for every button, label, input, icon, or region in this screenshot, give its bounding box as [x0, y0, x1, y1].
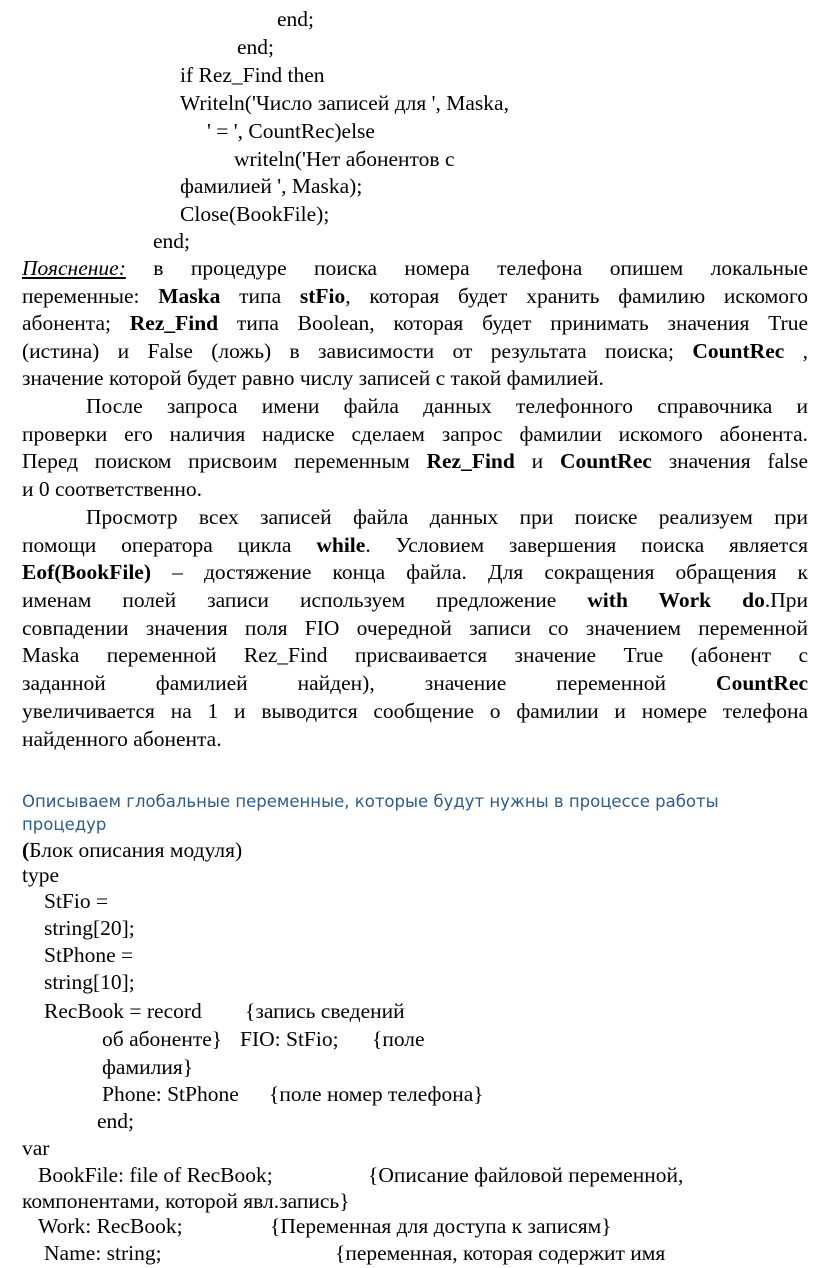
fio-comment: {поле: [372, 1027, 425, 1051]
bookfile-comment-2: компонентами, которой явл.запись}: [22, 1189, 350, 1213]
stfio-decl: StFio =: [44, 889, 109, 913]
code-line-9: end;: [153, 229, 191, 253]
code-line-4: Writeln('Число записей для ', Maska,: [180, 91, 509, 115]
name-comment: {переменная, которая содержит имя: [335, 1241, 666, 1265]
para3-line-4: именам полей записи используем предложение with Work do.При: [22, 588, 809, 612]
code-line-1: end;: [277, 7, 315, 31]
explanation-line-3: абонента; Rez_Find типа Boolean, которая будет принимать значения True: [22, 311, 809, 335]
work-comment: {Переменная для доступа к записям}: [270, 1214, 612, 1238]
code-line-5: ' = ', CountRec)else: [207, 119, 375, 143]
blue-note-line-2: процедур: [22, 815, 107, 834]
para2-line-1: После запроса имени файла данных телефонного справочника и: [86, 394, 808, 418]
bookfile-decl: BookFile: file of RecBook;: [38, 1163, 273, 1187]
explanation-line-2: переменные: Maska типа stFio, которая будет хранить фамилию искомого: [22, 284, 809, 308]
fio-field: FIO: StFio;: [240, 1027, 339, 1051]
para3-line-7: заданной фамилией найден), значение переменной CountRec: [22, 671, 809, 695]
code-line-7: фамилией ', Maska);: [180, 174, 363, 198]
phone-field: Phone: StPhone: [102, 1082, 239, 1106]
explanation-line-4: (истина) и False (ложь) в зависимости от результата поиска; CountRec ,: [22, 339, 809, 363]
code-line-3: if Rez_Find then: [180, 63, 325, 87]
para3-line-9: найденного абонента.: [22, 727, 222, 751]
type-keyword: type: [22, 863, 60, 887]
recbook-comment: {запись сведений: [245, 999, 405, 1023]
var-keyword: var: [22, 1136, 50, 1160]
code-line-8: Close(BookFile);: [180, 202, 330, 226]
code-line-6: writeln('Нет абонентов с: [234, 147, 455, 171]
para2-line-4: и 0 соответственно.: [22, 477, 203, 501]
explanation-line-5: значение которой будет равно числу записей с такой фамилией.: [22, 366, 604, 390]
work-decl: Work: RecBook;: [38, 1214, 183, 1238]
record-end: end;: [97, 1109, 135, 1133]
module-title: (Блок описания модуля): [22, 838, 243, 862]
explanation-label: Пояснение:: [22, 256, 126, 280]
para3-line-6: Maska переменной Rez_Find присваивается значение True (абонент с: [22, 643, 808, 667]
code-line-2: end;: [237, 35, 275, 59]
para3-line-5: совпадении значения поля FIO очередной записи со значением переменной: [22, 616, 808, 640]
phone-comment: {поле номер телефона}: [269, 1082, 484, 1106]
fio-comment-tail: об абоненте}: [102, 1027, 223, 1051]
stphone-decl: StPhone =: [44, 943, 134, 967]
para3-line-3: Eof(BookFile) – достяжение конца файла. Для сокращения обращения к: [22, 560, 809, 584]
bookfile-comment: {Описание файловой переменной,: [368, 1163, 684, 1187]
stphone-type: string[10];: [44, 970, 135, 994]
para3-line-2: помощи оператора цикла while. Условием завершения поиска является: [22, 533, 809, 557]
name-decl: Name: string;: [44, 1241, 162, 1265]
stfio-type: string[20];: [44, 916, 135, 940]
recbook-decl: RecBook = record: [44, 999, 202, 1023]
fio-comment-2: фамилия}: [102, 1055, 194, 1079]
para3-line-8: увеличивается на 1 и выводится сообщение о фамилии и номере телефона: [22, 699, 808, 723]
blue-note-line-1: Описываем глобальные переменные, которые будут нужны в процессе работы: [22, 792, 719, 811]
para2-line-3: Перед поиском присвоим переменным Rez_Find и CountRec значения false: [22, 449, 808, 473]
para3-line-1: Просмотр всех записей файла данных при поиске реализуем при: [86, 505, 808, 529]
para2-line-2: проверки его наличия надиске сделаем запрос фамилии искомого абонента.: [22, 422, 808, 446]
explanation-line-1: Пояснение: в процедуре поиска номера телефона опишем локальные: [22, 256, 808, 280]
